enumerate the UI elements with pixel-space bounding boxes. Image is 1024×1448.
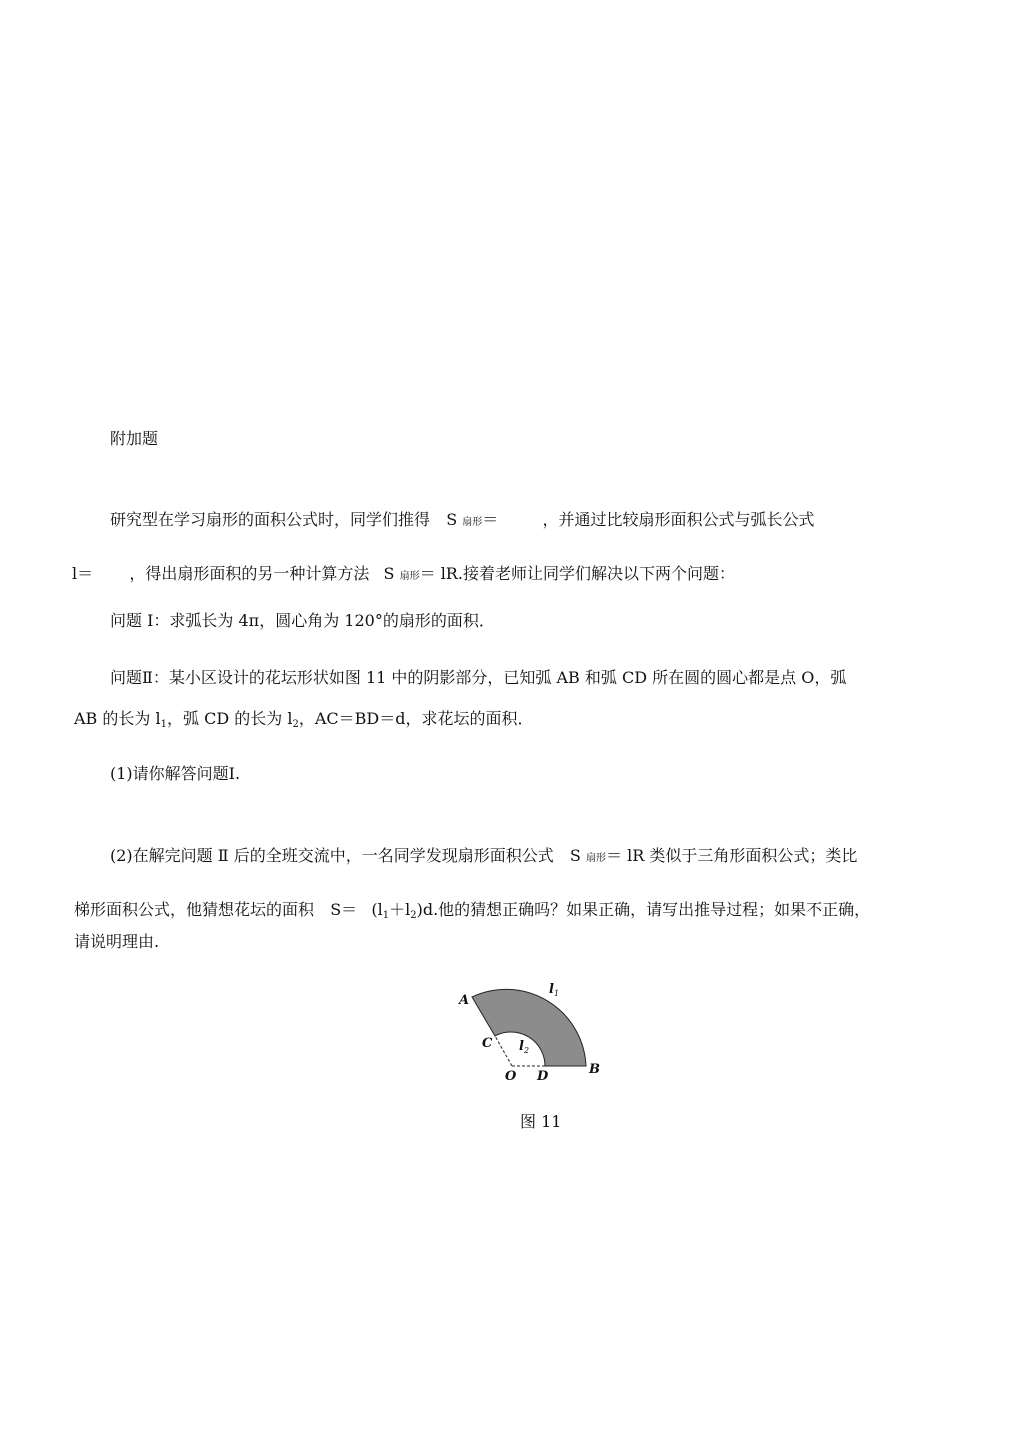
label-l1: $l_1$ xyxy=(549,982,560,998)
problem-2-line-1: 问题Ⅱ：某小区设计的花坛形状如图 11 中的阴影部分，已知弧 AB 和弧 CD 所在圆的圆心都是点 O，弧 xyxy=(110,668,847,687)
figure-11-diagram xyxy=(455,978,605,1090)
question-2-line-2: 梯形面积公式，他猜想花坛的面积 $S= (l_1+l_2)d$.他的猜想正确吗？如果正确，请写出推导过程；如果不正确， xyxy=(74,900,871,921)
problem-2-line-2: AB 的长为 $l_1$，弧 CD 的长为 $l_2$，AC＝BD＝d，求花坛的面积． xyxy=(74,709,534,730)
intro-line-2: l＝ ，得出扇形面积的另一种计算方法 S 扇形＝ lR.接着老师让同学们解决以下两个问题： xyxy=(72,564,735,583)
label-o: O xyxy=(505,1069,517,1084)
figure-caption: 图 11 xyxy=(520,1112,562,1131)
intro-line-1: 研究型在学习扇形的面积公式时，同学们推得 S 扇形＝ ，并通过比较扇形面积公式与弧长公式 xyxy=(110,510,815,529)
dashed-radius-oc xyxy=(495,1036,512,1066)
question-2-line-3: 请说明理由. xyxy=(74,932,160,951)
question-1: (1)请你解答问题Ⅰ. xyxy=(110,764,241,783)
label-d: D xyxy=(537,1069,549,1084)
label-b: B xyxy=(589,1062,600,1077)
label-c: C xyxy=(482,1036,493,1051)
label-l2: $l_2$ xyxy=(519,1039,530,1055)
section-title: 附加题 xyxy=(110,429,159,448)
label-a: A xyxy=(459,993,470,1008)
question-2-line-1: (2)在解完问题 Ⅱ 后的全班交流中，一名同学发现扇形面积公式 S 扇形＝ lR 类似于三角形面积公式；类比 xyxy=(110,846,858,865)
problem-1: 问题 Ⅰ：求弧长为 4π，圆心角为 120°的扇形的面积． xyxy=(110,611,495,630)
